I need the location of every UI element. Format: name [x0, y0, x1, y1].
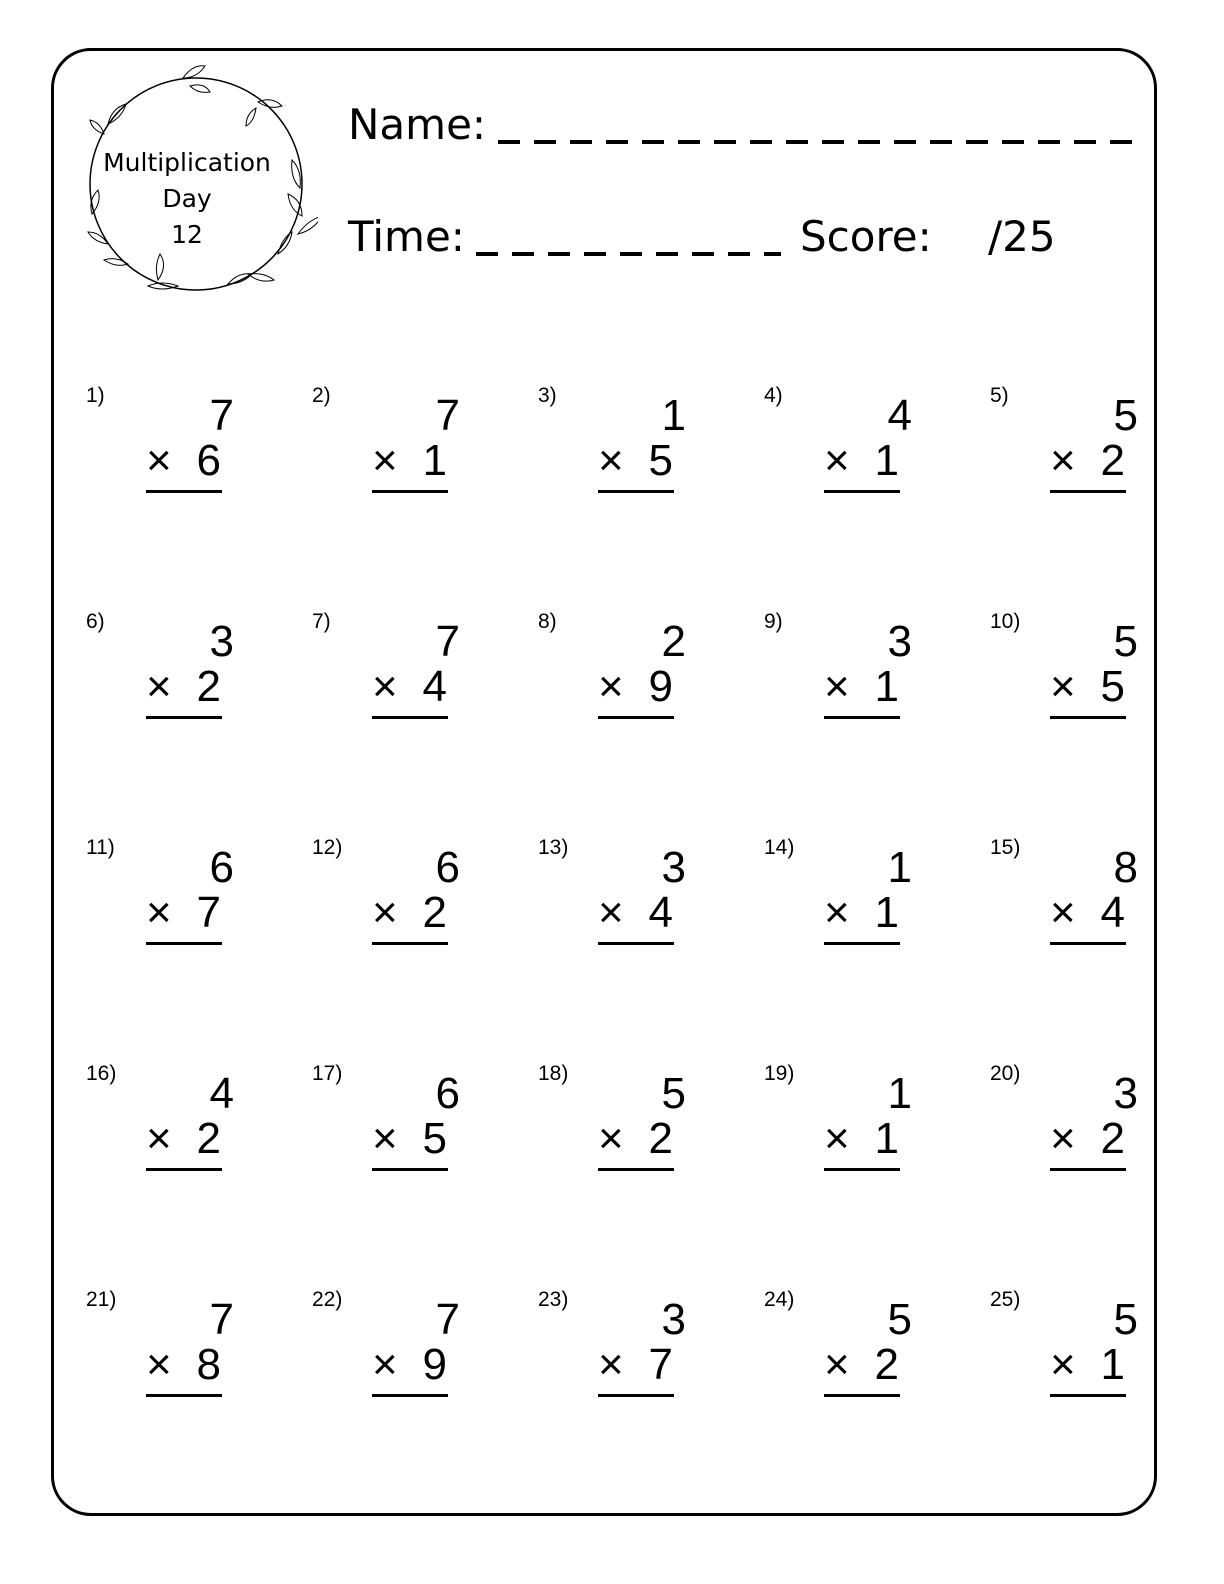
problem-12 — [312, 836, 512, 966]
multiplier: 4 — [1100, 888, 1125, 937]
name-label: Name: — [348, 100, 487, 149]
problem-18 — [538, 1062, 738, 1192]
answer-line[interactable] — [146, 942, 222, 945]
answer-line[interactable] — [824, 1394, 900, 1397]
badge-title — [82, 145, 292, 253]
multiply-sign-icon: × — [146, 1340, 172, 1389]
multiplicand: 4 — [887, 391, 912, 440]
multiply-sign-icon: × — [598, 436, 624, 485]
multiplicand: 2 — [661, 617, 686, 666]
problem-number: 15) — [990, 836, 1021, 859]
answer-line[interactable] — [824, 942, 900, 945]
answer-line[interactable] — [598, 1168, 674, 1171]
multiplicand: 6 — [209, 843, 234, 892]
badge-subtitle: Day — [162, 184, 212, 213]
problem-17 — [312, 1062, 512, 1192]
multiplier: 1 — [874, 888, 899, 937]
multiplicand: 1 — [887, 1069, 912, 1118]
answer-line[interactable] — [824, 490, 900, 493]
problem-9 — [764, 610, 964, 740]
multiply-sign-icon: × — [146, 436, 172, 485]
multiply-sign-icon: × — [372, 1114, 398, 1163]
answer-line[interactable] — [146, 716, 222, 719]
problem-number: 4) — [764, 384, 783, 407]
multiplier: 5 — [1100, 662, 1125, 711]
problem-3 — [538, 384, 738, 514]
multiplicand: 3 — [661, 1295, 686, 1344]
multiplicand: 7 — [209, 391, 234, 440]
multiplier: 2 — [196, 1114, 221, 1163]
multiplicand: 7 — [435, 1295, 460, 1344]
answer-line[interactable] — [372, 490, 448, 493]
problem-2 — [312, 384, 512, 514]
multiplier: 9 — [422, 1340, 447, 1389]
multiplicand: 7 — [435, 617, 460, 666]
badge-title-text: Multiplication — [103, 148, 271, 177]
problem-number: 7) — [312, 610, 331, 633]
multiplicand: 6 — [435, 1069, 460, 1118]
problem-number: 12) — [312, 836, 343, 859]
problem-10 — [990, 610, 1190, 740]
multiplicand: 1 — [661, 391, 686, 440]
multiplier: 2 — [196, 662, 221, 711]
problem-number: 6) — [86, 610, 105, 633]
multiplier: 1 — [874, 662, 899, 711]
multiplier: 4 — [422, 662, 447, 711]
problem-number: 19) — [764, 1062, 795, 1085]
multiplier: 1 — [874, 1114, 899, 1163]
problem-24 — [764, 1288, 964, 1418]
multiplier: 1 — [874, 436, 899, 485]
multiply-sign-icon: × — [1050, 662, 1076, 711]
problem-number: 3) — [538, 384, 557, 407]
time-label: Time: — [348, 212, 465, 261]
problem-number: 25) — [990, 1288, 1021, 1311]
answer-line[interactable] — [598, 1394, 674, 1397]
multiplier: 1 — [1100, 1340, 1125, 1389]
multiplicand: 1 — [887, 843, 912, 892]
multiplicand: 3 — [661, 843, 686, 892]
multiplier: 5 — [648, 436, 673, 485]
answer-line[interactable] — [146, 1394, 222, 1397]
problem-15 — [990, 836, 1190, 966]
multiplicand: 7 — [209, 1295, 234, 1344]
multiply-sign-icon: × — [1050, 1340, 1076, 1389]
problem-5 — [990, 384, 1190, 514]
answer-line[interactable] — [372, 942, 448, 945]
problem-21 — [86, 1288, 286, 1418]
problem-25 — [990, 1288, 1190, 1418]
multiply-sign-icon: × — [824, 1340, 850, 1389]
problem-20 — [990, 1062, 1190, 1192]
problem-number: 22) — [312, 1288, 343, 1311]
answer-line[interactable] — [598, 490, 674, 493]
multiplier: 9 — [648, 662, 673, 711]
multiplier: 1 — [422, 436, 447, 485]
multiplier: 2 — [1100, 436, 1125, 485]
problem-number: 9) — [764, 610, 783, 633]
multiplicand: 5 — [1113, 1295, 1138, 1344]
answer-line[interactable] — [372, 716, 448, 719]
multiply-sign-icon: × — [146, 1114, 172, 1163]
problem-number: 21) — [86, 1288, 117, 1311]
answer-line[interactable] — [1050, 1394, 1126, 1397]
multiply-sign-icon: × — [146, 888, 172, 937]
problem-number: 13) — [538, 836, 569, 859]
multiplier: 7 — [196, 888, 221, 937]
multiplier: 8 — [196, 1340, 221, 1389]
multiplicand: 3 — [887, 617, 912, 666]
problem-14 — [764, 836, 964, 966]
problem-4 — [764, 384, 964, 514]
problem-19 — [764, 1062, 964, 1192]
multiplicand: 4 — [209, 1069, 234, 1118]
multiply-sign-icon: × — [824, 662, 850, 711]
problem-number: 24) — [764, 1288, 795, 1311]
problem-7 — [312, 610, 512, 740]
multiplier: 2 — [648, 1114, 673, 1163]
answer-line[interactable] — [1050, 1168, 1126, 1171]
time-field[interactable] — [476, 252, 781, 256]
multiplier: 2 — [874, 1340, 899, 1389]
multiplicand: 5 — [887, 1295, 912, 1344]
multiplier: 2 — [1100, 1114, 1125, 1163]
answer-line[interactable] — [146, 1168, 222, 1171]
problem-8 — [538, 610, 738, 740]
answer-line[interactable] — [598, 942, 674, 945]
answer-line[interactable] — [1050, 942, 1126, 945]
multiply-sign-icon: × — [1050, 436, 1076, 485]
problem-13 — [538, 836, 738, 966]
multiply-sign-icon: × — [598, 662, 624, 711]
multiply-sign-icon: × — [372, 436, 398, 485]
multiplicand: 3 — [1113, 1069, 1138, 1118]
problem-number: 8) — [538, 610, 557, 633]
multiply-sign-icon: × — [146, 662, 172, 711]
problem-number: 20) — [990, 1062, 1021, 1085]
score-total: /25 — [988, 212, 1056, 261]
problem-number: 18) — [538, 1062, 569, 1085]
multiply-sign-icon: × — [372, 662, 398, 711]
multiplier: 7 — [648, 1340, 673, 1389]
answer-line[interactable] — [824, 716, 900, 719]
answer-line[interactable] — [372, 1394, 448, 1397]
problem-6 — [86, 610, 286, 740]
problem-number: 17) — [312, 1062, 343, 1085]
multiplicand: 6 — [435, 843, 460, 892]
multiply-sign-icon: × — [372, 888, 398, 937]
answer-line[interactable] — [372, 1168, 448, 1171]
answer-line[interactable] — [824, 1168, 900, 1171]
multiplier: 4 — [648, 888, 673, 937]
problem-number: 5) — [990, 384, 1009, 407]
problem-22 — [312, 1288, 512, 1418]
multiply-sign-icon: × — [1050, 1114, 1076, 1163]
multiplier: 2 — [422, 888, 447, 937]
problem-number: 16) — [86, 1062, 117, 1085]
badge-day-number: 12 — [171, 220, 203, 249]
multiplicand: 5 — [661, 1069, 686, 1118]
problem-11 — [86, 836, 286, 966]
answer-line[interactable] — [1050, 716, 1126, 719]
multiplier: 5 — [422, 1114, 447, 1163]
problem-number: 2) — [312, 384, 331, 407]
problem-16 — [86, 1062, 286, 1192]
problem-number: 10) — [990, 610, 1021, 633]
multiply-sign-icon: × — [598, 888, 624, 937]
multiplicand: 7 — [435, 391, 460, 440]
problem-number: 14) — [764, 836, 795, 859]
multiplicand: 3 — [209, 617, 234, 666]
multiply-sign-icon: × — [598, 1114, 624, 1163]
problem-number: 23) — [538, 1288, 569, 1311]
multiplier: 6 — [196, 436, 221, 485]
score-label: Score: — [800, 212, 932, 261]
problem-number: 1) — [86, 384, 105, 407]
multiplicand: 5 — [1113, 617, 1138, 666]
multiply-sign-icon: × — [824, 436, 850, 485]
answer-line[interactable] — [146, 490, 222, 493]
problem-23 — [538, 1288, 738, 1418]
multiplicand: 8 — [1113, 843, 1138, 892]
answer-line[interactable] — [598, 716, 674, 719]
answer-line[interactable] — [1050, 490, 1126, 493]
multiply-sign-icon: × — [1050, 888, 1076, 937]
name-field[interactable] — [498, 140, 1138, 144]
multiply-sign-icon: × — [824, 1114, 850, 1163]
problem-number: 11) — [86, 836, 115, 859]
multiplicand: 5 — [1113, 391, 1138, 440]
multiply-sign-icon: × — [824, 888, 850, 937]
multiply-sign-icon: × — [372, 1340, 398, 1389]
problem-1 — [86, 384, 286, 514]
multiply-sign-icon: × — [598, 1340, 624, 1389]
